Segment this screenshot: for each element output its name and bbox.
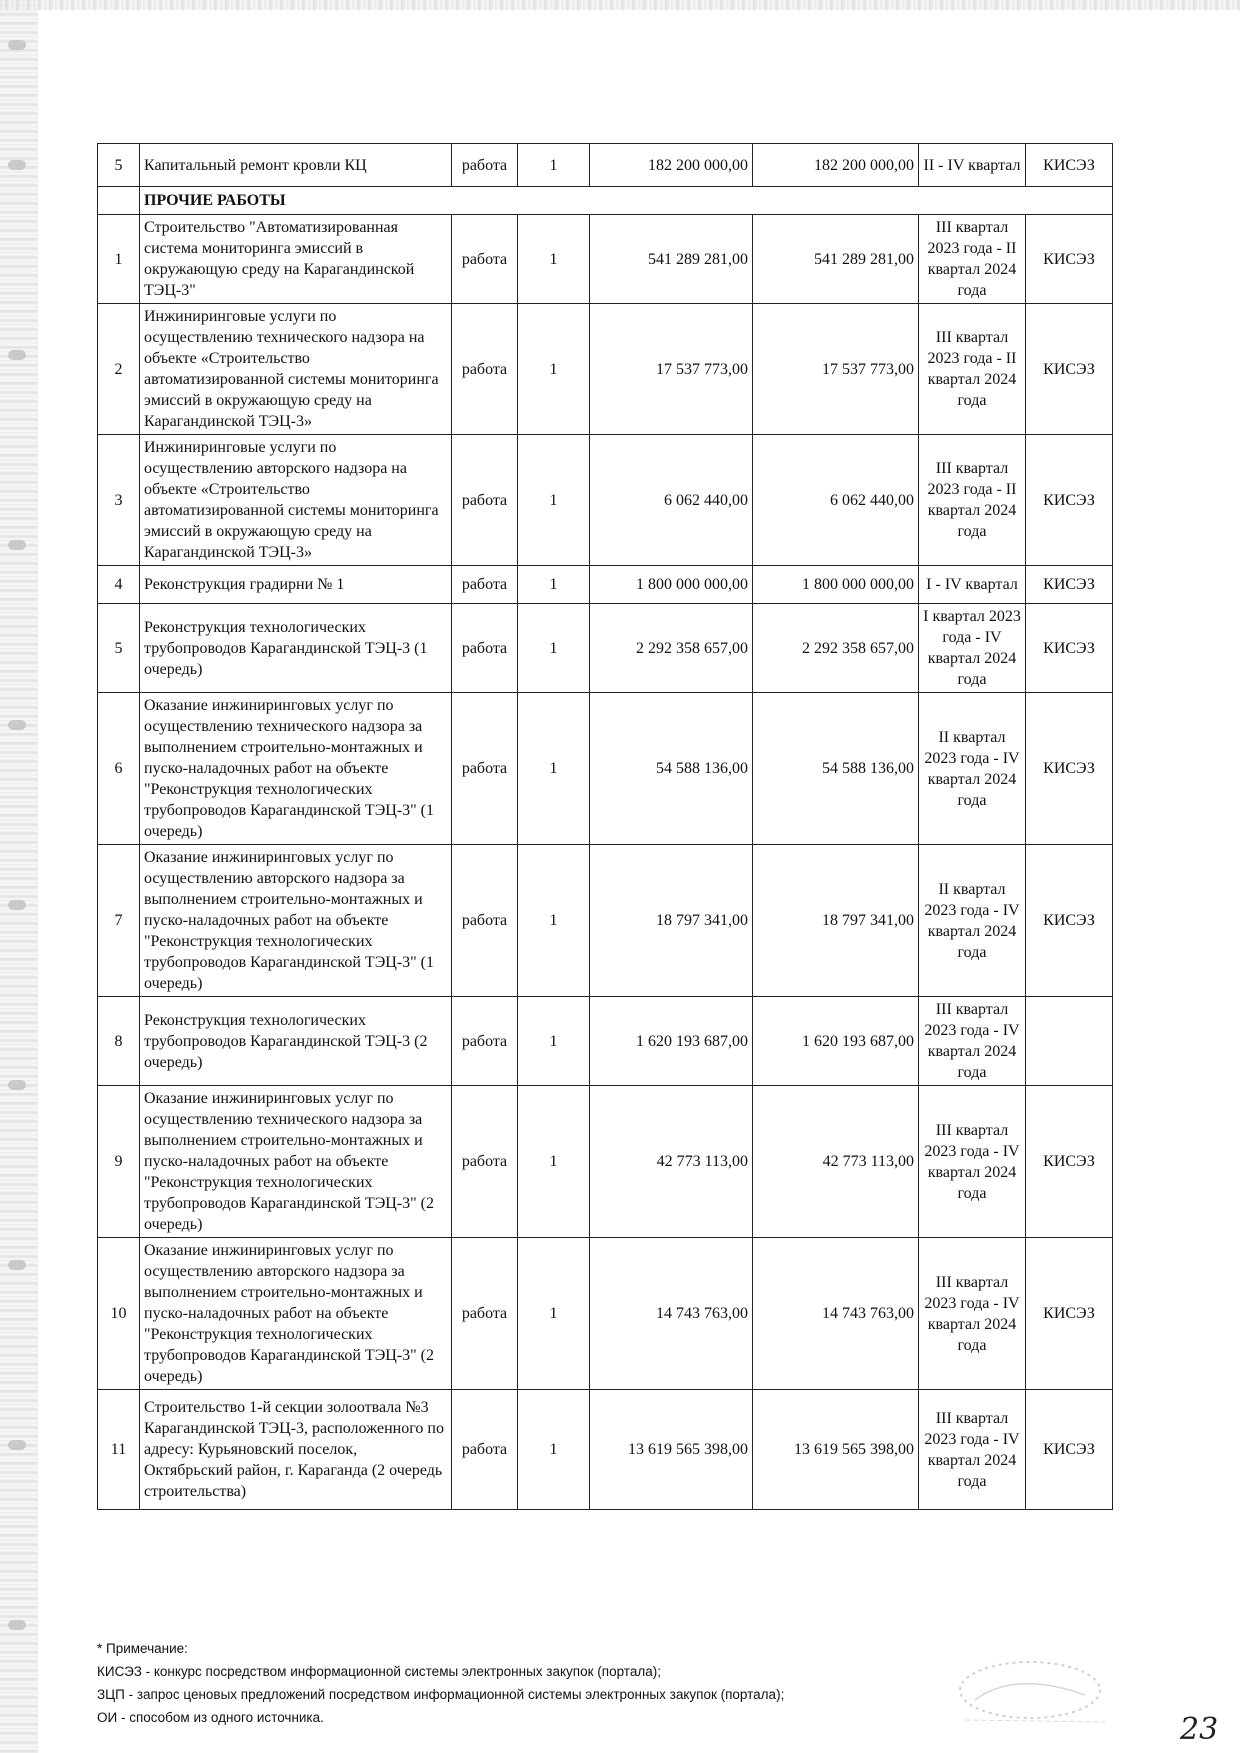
row-price: 18 797 341,00 <box>590 845 753 997</box>
row-method: КИСЭЗ <box>1026 144 1113 187</box>
row-number: 4 <box>98 566 140 604</box>
row-method: КИСЭЗ <box>1026 693 1113 845</box>
note-line: КИСЭЗ - конкурс посредством информационной системы электронных закупок (портала); <box>97 1664 661 1679</box>
table-row <box>98 144 1113 187</box>
row-method: КИСЭЗ <box>1026 604 1113 693</box>
row-quantity: 1 <box>518 693 590 845</box>
row-period: III квартал 2023 года - II квартал 2024 года <box>919 215 1026 304</box>
row-sum: 541 289 281,00 <box>753 215 919 304</box>
row-price: 42 773 113,00 <box>590 1086 753 1238</box>
row-period: III квартал 2023 года - IV квартал 2024 года <box>919 1390 1026 1510</box>
table-top-rows <box>98 144 1113 187</box>
section-num-cell <box>98 187 140 215</box>
row-unit: работа <box>452 693 518 845</box>
row-sum: 2 292 358 657,00 <box>753 604 919 693</box>
section-title: ПРОЧИЕ РАБОТЫ <box>140 187 1113 215</box>
row-price: 541 289 281,00 <box>590 215 753 304</box>
table-body <box>98 215 1113 1510</box>
row-period: III квартал 2023 года - IV квартал 2024 года <box>919 1086 1026 1238</box>
row-sum: 1 620 193 687,00 <box>753 997 919 1086</box>
row-method: КИСЭЗ <box>1026 566 1113 604</box>
row-quantity: 1 <box>518 215 590 304</box>
row-number: 5 <box>98 144 140 187</box>
table-row <box>98 845 1113 997</box>
row-unit: работа <box>452 997 518 1086</box>
row-name: Реконструкция технологических трубопроводов Карагандинской ТЭЦ-3 (1 очередь) <box>140 604 452 693</box>
row-price: 54 588 136,00 <box>590 693 753 845</box>
row-sum: 18 797 341,00 <box>753 845 919 997</box>
row-period: I - IV квартал <box>919 566 1026 604</box>
table-row <box>98 1086 1113 1238</box>
row-unit: работа <box>452 1238 518 1390</box>
row-number: 11 <box>98 1390 140 1510</box>
row-quantity: 1 <box>518 435 590 566</box>
row-period: III квартал 2023 года - IV квартал 2024 года <box>919 1238 1026 1390</box>
row-quantity: 1 <box>518 304 590 435</box>
row-price: 182 200 000,00 <box>590 144 753 187</box>
page-number: 23 <box>1180 1712 1219 1747</box>
table-row <box>98 1390 1113 1510</box>
notes-block <box>97 1637 997 1729</box>
row-price: 13 619 565 398,00 <box>590 1390 753 1510</box>
table-row <box>98 604 1113 693</box>
row-quantity: 1 <box>518 1086 590 1238</box>
row-name: Оказание инжиниринговых услуг по осуществлению технического надзора за выполнением строительно-монтажных и пуско-наладочных работ на объекте "Реконструкция технологических трубопроводов Карагандинской ТЭЦ-3" (2 очередь) <box>140 1086 452 1238</box>
table-row <box>98 566 1113 604</box>
row-price: 1 620 193 687,00 <box>590 997 753 1086</box>
row-unit: работа <box>452 435 518 566</box>
row-sum: 13 619 565 398,00 <box>753 1390 919 1510</box>
row-method: КИСЭЗ <box>1026 215 1113 304</box>
row-price: 14 743 763,00 <box>590 1238 753 1390</box>
row-period: II - IV квартал <box>919 144 1026 187</box>
row-number: 10 <box>98 1238 140 1390</box>
row-method: КИСЭЗ <box>1026 1086 1113 1238</box>
row-unit: работа <box>452 566 518 604</box>
row-name: Оказание инжиниринговых услуг по осуществлению авторского надзора за выполнением строительно-монтажных и пуско-наладочных работ на объекте "Реконструкция технологических трубопроводов Карагандинской ТЭЦ-3" (2 очередь) <box>140 1238 452 1390</box>
row-price: 1 800 000 000,00 <box>590 566 753 604</box>
faded-stamp <box>935 1640 1125 1740</box>
row-sum: 1 800 000 000,00 <box>753 566 919 604</box>
row-period: III квартал 2023 года - II квартал 2024 года <box>919 304 1026 435</box>
row-method: КИСЭЗ <box>1026 845 1113 997</box>
row-name: Оказание инжиниринговых услуг по осуществлению авторского надзора за выполнением строительно-монтажных и пуско-наладочных работ на объекте "Реконструкция технологических трубопроводов Карагандинской ТЭЦ-3" (1 очередь) <box>140 845 452 997</box>
row-number: 3 <box>98 435 140 566</box>
note-line: ОИ - способом из одного источника. <box>97 1710 324 1725</box>
row-quantity: 1 <box>518 604 590 693</box>
row-quantity: 1 <box>518 997 590 1086</box>
row-name: Инжиниринговые услуги по осуществлению технического надзора на объекте «Строительство автоматизированной системы мониторинга эмиссий в окружающую среду на Карагандинской ТЭЦ-3» <box>140 304 452 435</box>
row-name: Капитальный ремонт кровли КЦ <box>140 144 452 187</box>
row-unit: работа <box>452 144 518 187</box>
row-method: КИСЭЗ <box>1026 1238 1113 1390</box>
table-row <box>98 693 1113 845</box>
row-number: 2 <box>98 304 140 435</box>
table-row <box>98 997 1113 1086</box>
row-price: 6 062 440,00 <box>590 435 753 566</box>
procurement-table <box>97 143 1113 1510</box>
row-quantity: 1 <box>518 566 590 604</box>
row-number: 8 <box>98 997 140 1086</box>
row-sum: 54 588 136,00 <box>753 693 919 845</box>
row-sum: 42 773 113,00 <box>753 1086 919 1238</box>
row-number: 6 <box>98 693 140 845</box>
row-method: КИСЭЗ <box>1026 1390 1113 1510</box>
row-number: 7 <box>98 845 140 997</box>
row-period: III квартал 2023 года - IV квартал 2024 года <box>919 997 1026 1086</box>
row-sum: 182 200 000,00 <box>753 144 919 187</box>
row-number: 5 <box>98 604 140 693</box>
row-unit: работа <box>452 215 518 304</box>
row-name: Строительство "Автоматизированная система мониторинга эмиссий в окружающую среду на Карагандинской ТЭЦ-3" <box>140 215 452 304</box>
row-unit: работа <box>452 1086 518 1238</box>
row-name: Оказание инжиниринговых услуг по осуществлению технического надзора за выполнением строительно-монтажных и пуско-наладочных работ на объекте "Реконструкция технологических трубопроводов Карагандинской ТЭЦ-3" (1 очередь) <box>140 693 452 845</box>
row-price: 17 537 773,00 <box>590 304 753 435</box>
row-method <box>1026 997 1113 1086</box>
row-unit: работа <box>452 845 518 997</box>
row-quantity: 1 <box>518 845 590 997</box>
note-line: ЗЦП - запрос ценовых предложений посредством информационной системы электронных закупок (портала); <box>97 1687 785 1702</box>
table-row <box>98 435 1113 566</box>
row-number: 9 <box>98 1086 140 1238</box>
row-period: II квартал 2023 года - IV квартал 2024 года <box>919 845 1026 997</box>
row-method: КИСЭЗ <box>1026 304 1113 435</box>
row-name: Реконструкция технологических трубопроводов Карагандинской ТЭЦ-3 (2 очередь) <box>140 997 452 1086</box>
table-row <box>98 215 1113 304</box>
row-quantity: 1 <box>518 1238 590 1390</box>
notes-title: * Примечание: <box>97 1641 188 1656</box>
row-quantity: 1 <box>518 144 590 187</box>
row-price: 2 292 358 657,00 <box>590 604 753 693</box>
table-row <box>98 304 1113 435</box>
row-unit: работа <box>452 604 518 693</box>
binder-holes <box>8 20 30 1720</box>
scan-top-edge <box>0 0 1240 10</box>
row-sum: 14 743 763,00 <box>753 1238 919 1390</box>
row-method: КИСЭЗ <box>1026 435 1113 566</box>
row-period: II квартал 2023 года - IV квартал 2024 года <box>919 693 1026 845</box>
row-quantity: 1 <box>518 1390 590 1510</box>
row-period: I квартал 2023 года - IV квартал 2024 года <box>919 604 1026 693</box>
row-name: Инжиниринговые услуги по осуществлению авторского надзора на объекте «Строительство автоматизированной системы мониторинга эмиссий в окружающую среду на Карагандинской ТЭЦ-3» <box>140 435 452 566</box>
table-section <box>98 187 1113 215</box>
row-sum: 6 062 440,00 <box>753 435 919 566</box>
row-unit: работа <box>452 1390 518 1510</box>
table-row <box>98 1238 1113 1390</box>
row-sum: 17 537 773,00 <box>753 304 919 435</box>
row-unit: работа <box>452 304 518 435</box>
section-row <box>98 187 1113 215</box>
row-name: Строительство 1-й секции золоотвала №3 Карагандинской ТЭЦ-3, расположенного по адресу: Курьяновский поселок, Октябрьский район, г. Караганда (2 очередь строительства) <box>140 1390 452 1510</box>
row-name: Реконструкция градирни № 1 <box>140 566 452 604</box>
row-number: 1 <box>98 215 140 304</box>
row-period: III квартал 2023 года - II квартал 2024 года <box>919 435 1026 566</box>
